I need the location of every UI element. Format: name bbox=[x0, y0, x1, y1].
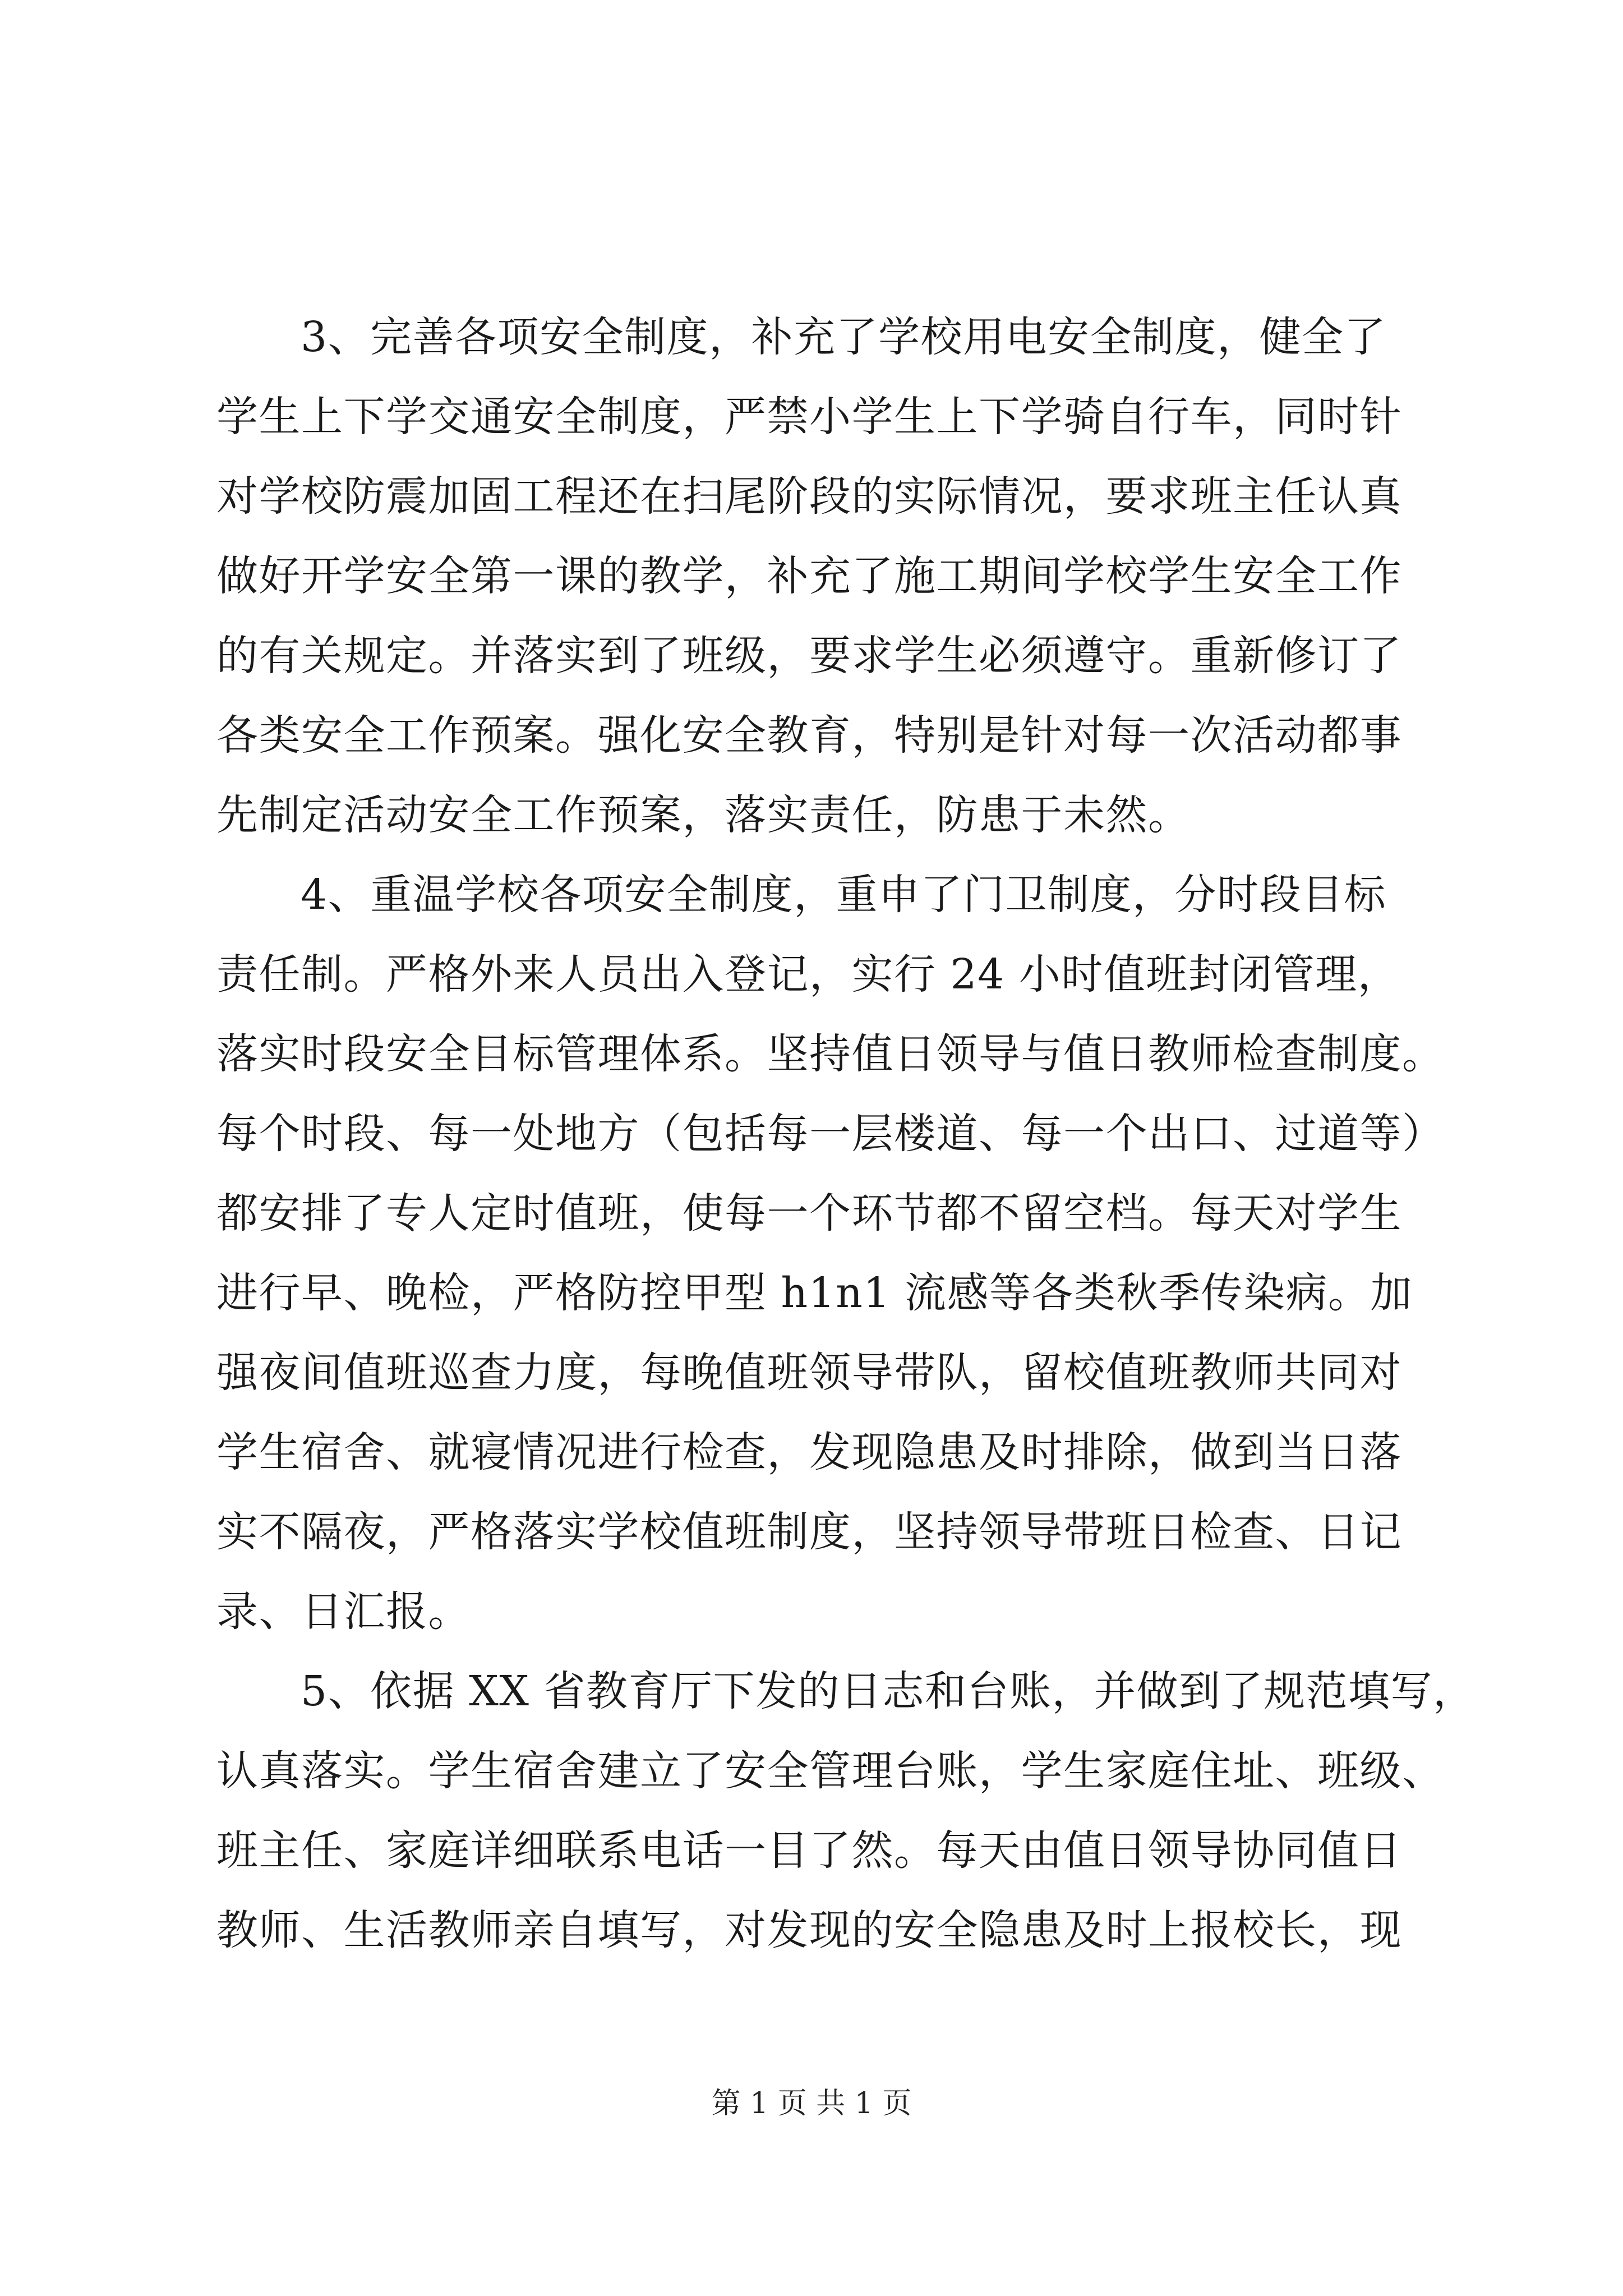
paragraph-line: 对学校防震加固工程还在扫尾阶段的实际情况，要求班主任认真 bbox=[216, 472, 1402, 521]
paragraph-line: 实不隔夜，严格落实学校值班制度，坚持领导带班日检查、日记 bbox=[216, 1508, 1402, 1556]
document-body bbox=[216, 297, 1476, 1970]
paragraph-line: 教师、生活教师亲自填写，对发现的安全隐患及时上报校长，现 bbox=[216, 1906, 1402, 1954]
page-footer bbox=[0, 2084, 1623, 2123]
paragraph-line: 3、完善各项安全制度，补充了学校用电安全制度，健全了 bbox=[301, 313, 1387, 361]
paragraph-line: 责任制。严格外来人员出入登记，实行 24 小时值班封闭管理， bbox=[216, 950, 1400, 999]
paragraph-line: 强夜间值班巡查力度，每晚值班领导带队，留校值班教师共同对 bbox=[216, 1349, 1402, 1397]
paragraph-line: 每个时段、每一处地方（包括每一层楼道、每一个出口、过道等） bbox=[216, 1110, 1445, 1158]
paragraph-line: 认真落实。学生宿舍建立了安全管理台账，学生家庭住址、班级、 bbox=[216, 1747, 1445, 1795]
page-number-label: 第 1 页 共 1 页 bbox=[711, 2087, 912, 2120]
paragraph-5 bbox=[216, 1651, 1476, 1970]
paragraph-line: 进行早、晚检，严格防控甲型 h1n1 流感等各类秋季传染病。加 bbox=[216, 1269, 1413, 1317]
paragraph-4 bbox=[216, 855, 1445, 1651]
paragraph-line: 都安排了专人定时值班，使每一个环节都不留空档。每天对学生 bbox=[216, 1189, 1402, 1237]
paragraph-3 bbox=[216, 297, 1428, 855]
paragraph-line: 4、重温学校各项安全制度，重申了门卫制度，分时段目标 bbox=[301, 871, 1387, 919]
paragraph-line: 学生宿舍、就寝情况进行检查，发现隐患及时排除，做到当日落 bbox=[216, 1428, 1402, 1476]
paragraph-line: 落实时段安全目标管理体系。坚持值日领导与值日教师检查制度。 bbox=[216, 1030, 1445, 1078]
paragraph-line: 各类安全工作预案。强化安全教育，特别是针对每一次活动都事 bbox=[216, 711, 1402, 760]
paragraph-line: 做好开学安全第一课的教学，补充了施工期间学校学生安全工作 bbox=[216, 552, 1402, 600]
paragraph-line: 的有关规定。并落实到了班级，要求学生必须遵守。重新修订了 bbox=[216, 632, 1402, 680]
paragraph-line: 学生上下学交通安全制度，严禁小学生上下学骑自行车，同时针 bbox=[216, 393, 1402, 441]
paragraph-line: 班主任、家庭详细联系电话一目了然。每天由值日领导协同值日 bbox=[216, 1826, 1402, 1875]
paragraph-line: 5、依据 XX 省教育厅下发的日志和台账，并做到了规范填写， bbox=[301, 1667, 1476, 1715]
paragraph-line: 录、日汇报。 bbox=[216, 1588, 471, 1636]
paragraph-line: 先制定活动安全工作预案，落实责任，防患于未然。 bbox=[216, 791, 1191, 839]
